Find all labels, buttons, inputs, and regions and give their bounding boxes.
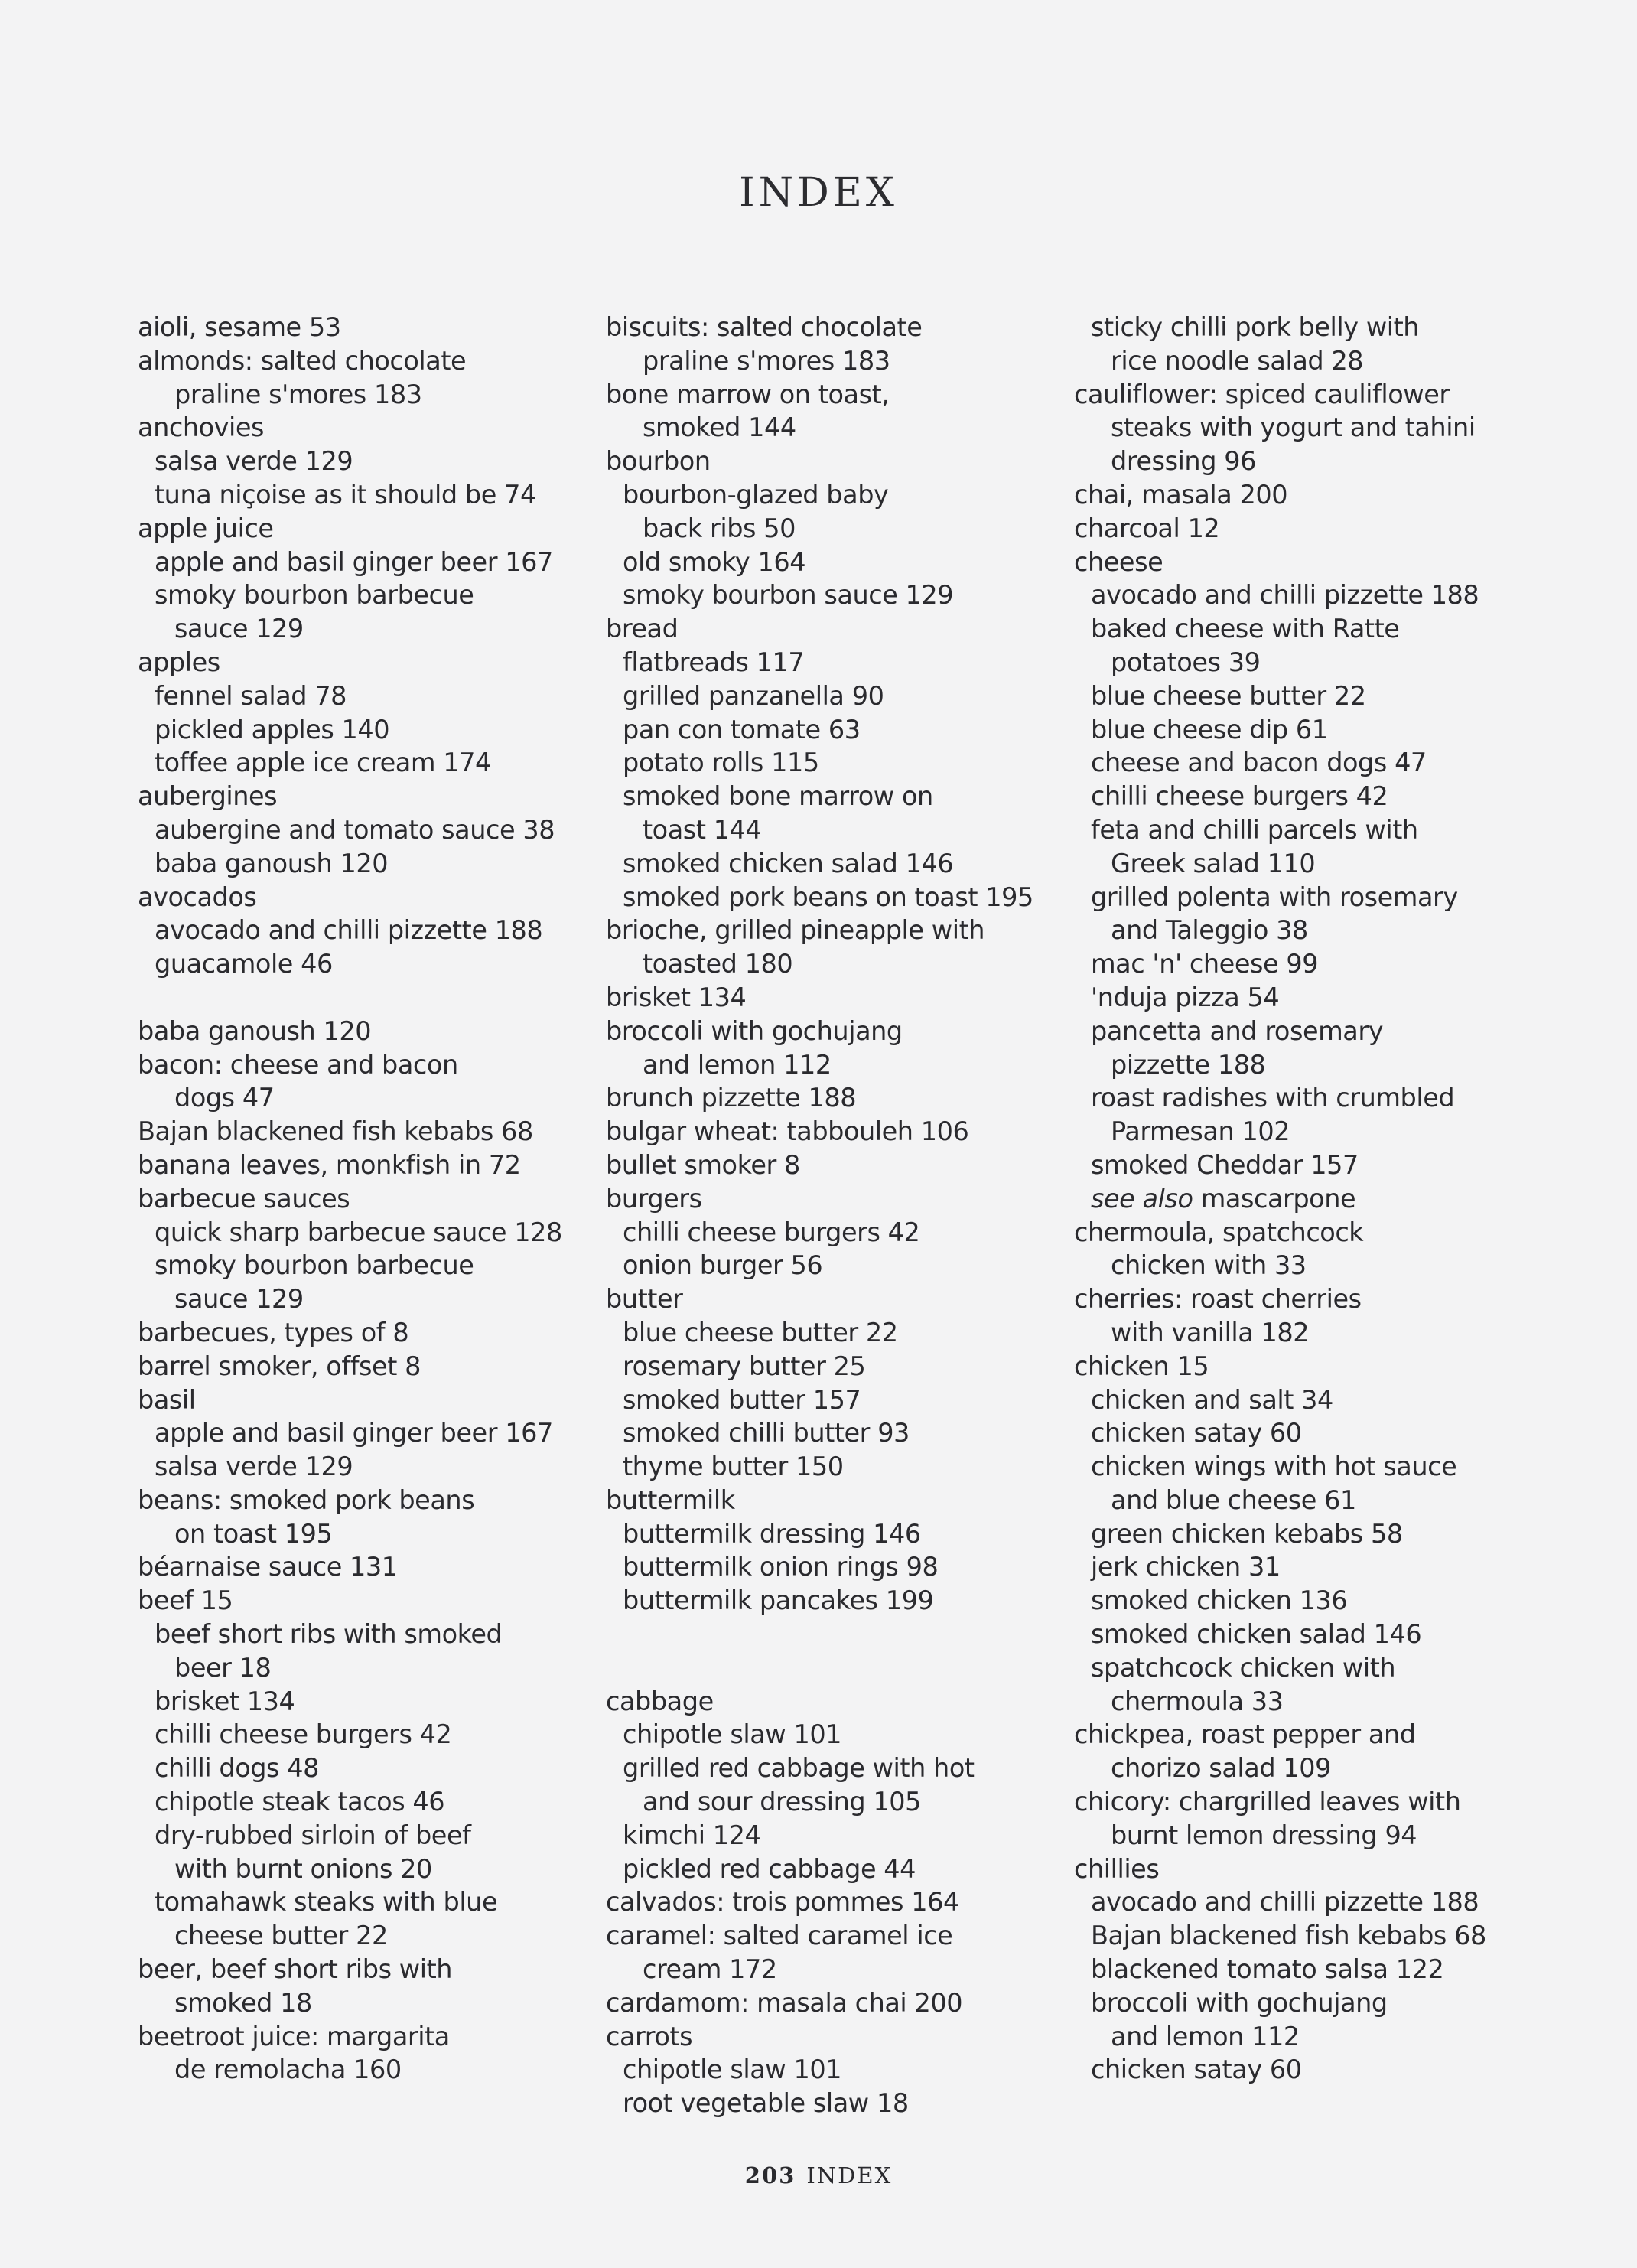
index-entry: apples: [138, 647, 220, 677]
index-subentry: smoked bone marrow on: [623, 781, 933, 812]
index-subentry: and sour dressing 105: [643, 1787, 922, 1817]
index-subentry: praline s'mores 183: [643, 345, 890, 376]
index-entry: béarnaise sauce 131: [138, 1552, 398, 1582]
index-spacer: [606, 1651, 1050, 1685]
index-entry: beetroot juice: margarita: [138, 2021, 450, 2051]
index-subentry: toast 144: [643, 814, 762, 845]
index-subentry: and lemon 112: [643, 1049, 832, 1080]
index-subentry: smoky bourbon sauce 129: [623, 580, 954, 611]
index-subentry: dogs 47: [174, 1083, 275, 1113]
index-entry: chicory: chargrilled leaves with: [1074, 1787, 1461, 1817]
index-subentry: and blue cheese 61: [1111, 1484, 1356, 1515]
index-subentry: Bajan blackened fish kebabs 68: [1091, 1921, 1486, 1951]
index-subentry: on toast 195: [174, 1518, 333, 1549]
index-subentry: pickled red cabbage 44: [623, 1853, 916, 1884]
index-subentry: chorizo salad 109: [1111, 1753, 1331, 1784]
index-subentry: grilled polenta with rosemary: [1091, 881, 1458, 912]
index-subentry: green chicken kebabs 58: [1091, 1518, 1403, 1549]
index-subentry: dry-rubbed sirloin of beef: [155, 1820, 471, 1850]
index-entry: beer, beef short ribs with: [138, 1954, 453, 1985]
index-subentry: smoked chicken salad 146: [1091, 1619, 1422, 1650]
index-subentry: chicken and salt 34: [1091, 1384, 1333, 1415]
index-subentry: and Taleggio 38: [1111, 915, 1308, 946]
index-subentry: baba ganoush 120: [155, 848, 389, 878]
page-footer: [0, 2162, 1637, 2188]
index-entry: caramel: salted caramel ice: [606, 1921, 953, 1951]
index-entry: charcoal 12: [1074, 513, 1220, 543]
index-subentry: roast radishes with crumbled: [1091, 1083, 1455, 1113]
index-column-2: [606, 311, 1050, 2120]
index-subentry: chipotle slaw 101: [623, 1719, 842, 1750]
index-subentry: chicken wings with hot sauce: [1091, 1452, 1457, 1482]
index-subentry: chipotle steak tacos 46: [155, 1787, 445, 1817]
index-subentry: thyme butter 150: [623, 1452, 844, 1482]
index-entry: chickpea, roast pepper and: [1074, 1719, 1416, 1750]
index-subentry: with burnt onions 20: [174, 1853, 432, 1884]
index-entry: beef 15: [138, 1585, 233, 1616]
index-subentry: blue cheese butter 22: [1091, 680, 1366, 711]
index-entry: brioche, grilled pineapple with: [606, 915, 985, 946]
index-entry: bulgar wheat: tabbouleh 106: [606, 1116, 969, 1147]
index-subentry: smoked Cheddar 157: [1091, 1149, 1359, 1180]
index-subentry: cheese butter 22: [174, 1921, 388, 1951]
index-entry: bacon: cheese and bacon: [138, 1049, 458, 1080]
index-entry: bone marrow on toast,: [606, 379, 890, 409]
index-subentry: smoked 144: [643, 412, 796, 443]
index-subentry: back ribs 50: [643, 513, 796, 543]
index-subentry: avocado and chilli pizzette 188: [155, 915, 543, 946]
index-subentry: Parmesan 102: [1111, 1116, 1290, 1147]
index-subentry: burnt lemon dressing 94: [1111, 1820, 1417, 1850]
index-subentry: beef short ribs with smoked: [155, 1619, 503, 1650]
index-subentry: baked cheese with Ratte: [1091, 614, 1400, 644]
index-entry: brunch pizzette 188: [606, 1083, 857, 1113]
index-entry: basil: [138, 1384, 196, 1415]
index-entry: cauliflower: spiced cauliflower: [1074, 379, 1450, 409]
index-entry: cheese: [1074, 546, 1163, 577]
index-subentry: root vegetable slaw 18: [623, 2088, 909, 2119]
index-entry: cardamom: masala chai 200: [606, 1987, 963, 2018]
index-entry: avocados: [138, 881, 257, 912]
footer-label: INDEX: [806, 2162, 893, 2188]
index-subentry: praline s'mores 183: [174, 379, 422, 409]
index-subentry: rosemary butter 25: [623, 1351, 866, 1381]
index-subentry: Greek salad 110: [1111, 848, 1316, 878]
index-subentry: buttermilk dressing 146: [623, 1518, 921, 1549]
index-subentry: apple and basil ginger beer 167: [155, 546, 553, 577]
index-entry: chillies: [1074, 1853, 1160, 1884]
page-number: 203: [744, 2162, 796, 2188]
index-subentry: pancetta and rosemary: [1091, 1015, 1384, 1046]
index-subentry: smoky bourbon barbecue: [155, 1250, 474, 1281]
index-subentry: apple and basil ginger beer 167: [155, 1418, 553, 1448]
see-also-label: see also: [1091, 1183, 1193, 1214]
index-subentry: avocado and chilli pizzette 188: [1091, 580, 1479, 611]
index-subentry: pickled apples 140: [155, 714, 390, 745]
index-entry: butter: [606, 1284, 683, 1315]
index-entry: chai, masala 200: [1074, 479, 1288, 510]
index-subentry: chilli dogs 48: [155, 1753, 319, 1784]
index-entry: aioli, sesame 53: [138, 312, 341, 342]
index-subentry: toasted 180: [643, 949, 793, 979]
index-subentry: chicken satay 60: [1091, 1418, 1302, 1448]
index-subentry: 'nduja pizza 54: [1091, 982, 1280, 1012]
index-subentry: smoked chicken salad 146: [623, 848, 954, 878]
index-subentry: blue cheese butter 22: [623, 1317, 898, 1347]
index-subentry: bourbon-glazed baby: [623, 479, 889, 510]
index-entry: beans: smoked pork beans: [138, 1484, 475, 1515]
index-subentry: smoked butter 157: [623, 1384, 861, 1415]
index-subentry: de remolacha 160: [174, 2055, 402, 2085]
index-entry: chermoula, spatchcock: [1074, 1217, 1364, 1247]
index-entry: bread: [606, 614, 679, 644]
index-subentry: cheese and bacon dogs 47: [1091, 748, 1427, 778]
index-subentry: smoked chilli butter 93: [623, 1418, 910, 1448]
index-subentry: tuna niçoise as it should be 74: [155, 479, 536, 510]
index-entry: chicken 15: [1074, 1351, 1209, 1381]
index-spacer: [138, 981, 581, 1015]
index-entry: cabbage: [606, 1686, 714, 1716]
index-subentry: chicken satay 60: [1091, 2055, 1302, 2085]
index-subentry: brisket 134: [155, 1686, 295, 1716]
index-entry: aubergines: [138, 781, 278, 812]
index-column-3: [1074, 311, 1518, 2087]
index-subentry: grilled red cabbage with hot: [623, 1753, 975, 1784]
index-entry: bourbon: [606, 446, 711, 477]
index-subentry: smoked 18: [174, 1987, 312, 2018]
index-subentry: spatchcock chicken with: [1091, 1652, 1396, 1683]
index-column-1: [138, 311, 581, 2087]
index-subentry: rice noodle salad 28: [1111, 345, 1364, 376]
index-subentry: guacamole 46: [155, 949, 333, 979]
index-entry: burgers: [606, 1183, 702, 1214]
index-subentry: blackened tomato salsa 122: [1091, 1954, 1444, 1985]
index-subentry: dressing 96: [1111, 446, 1256, 477]
index-spacer: [606, 1618, 1050, 1651]
index-subentry: chicken with 33: [1111, 1250, 1307, 1281]
index-subentry: salsa verde 129: [155, 446, 353, 477]
index-columns: [138, 311, 1553, 2119]
index-subentry: potato rolls 115: [623, 748, 819, 778]
index-entry: carrots: [606, 2021, 693, 2051]
index-subentry: pan con tomate 63: [623, 714, 861, 745]
index-subentry: old smoky 164: [623, 546, 806, 577]
index-entry: cherries: roast cherries: [1074, 1284, 1362, 1315]
index-subentry: avocado and chilli pizzette 188: [1091, 1887, 1479, 1918]
index-subentry: salsa verde 129: [155, 1452, 353, 1482]
index-subentry: kimchi 124: [623, 1820, 761, 1850]
index-subentry: smoked pork beans on toast 195: [623, 881, 1033, 912]
index-subentry: cream 172: [643, 1954, 777, 1985]
index-subentry: sticky chilli pork belly with: [1091, 312, 1420, 342]
index-subentry: blue cheese dip 61: [1091, 714, 1328, 745]
index-entry: Bajan blackened fish kebabs 68: [138, 1116, 533, 1147]
index-subentry: chipotle slaw 101: [623, 2055, 842, 2085]
index-subentry: [1074, 1182, 1518, 1216]
index-subentry: jerk chicken 31: [1091, 1552, 1281, 1582]
index-entry: barrel smoker, offset 8: [138, 1351, 421, 1381]
index-entry: baba ganoush 120: [138, 1015, 372, 1046]
index-subentry: with vanilla 182: [1111, 1317, 1310, 1347]
index-entry: biscuits: salted chocolate: [606, 312, 923, 342]
index-entry: calvados: trois pommes 164: [606, 1887, 959, 1918]
index-subentry: and lemon 112: [1111, 2021, 1300, 2051]
index-subentry: pizzette 188: [1111, 1049, 1266, 1080]
index-subentry: buttermilk onion rings 98: [623, 1552, 939, 1582]
see-also-target: mascarpone: [1193, 1183, 1356, 1214]
index-subentry: sauce 129: [174, 614, 304, 644]
index-subentry: sauce 129: [174, 1284, 304, 1315]
index-subentry: quick sharp barbecue sauce 128: [155, 1217, 562, 1247]
index-entry: brisket 134: [606, 982, 747, 1012]
index-subentry: beer 18: [174, 1652, 272, 1683]
index-subentry: steaks with yogurt and tahini: [1111, 412, 1476, 443]
index-subentry: smoky bourbon barbecue: [155, 580, 474, 611]
index-subentry: aubergine and tomato sauce 38: [155, 814, 555, 845]
index-subentry: feta and chilli parcels with: [1091, 814, 1418, 845]
index-entry: almonds: salted chocolate: [138, 345, 467, 376]
index-entry: buttermilk: [606, 1484, 735, 1515]
index-entry: barbecues, types of 8: [138, 1317, 409, 1347]
index-subentry: chilli cheese burgers 42: [155, 1719, 452, 1750]
index-subentry: mac 'n' cheese 99: [1091, 949, 1319, 979]
index-subentry: broccoli with gochujang: [1091, 1987, 1388, 2018]
index-subentry: smoked chicken 136: [1091, 1585, 1348, 1616]
index-entry: barbecue sauces: [138, 1183, 350, 1214]
index-entry: banana leaves, monkfish in 72: [138, 1149, 521, 1180]
page-title: INDEX: [739, 170, 898, 216]
index-subentry: buttermilk pancakes 199: [623, 1585, 934, 1616]
index-entry: broccoli with gochujang: [606, 1015, 903, 1046]
index-subentry: chilli cheese burgers 42: [1091, 781, 1388, 812]
index-subentry: fennel salad 78: [155, 680, 347, 711]
index-subentry: flatbreads 117: [623, 647, 805, 677]
index-entry: bullet smoker 8: [606, 1149, 800, 1180]
index-subentry: chilli cheese burgers 42: [623, 1217, 920, 1247]
index-subentry: toffee apple ice cream 174: [155, 748, 491, 778]
index-subentry: chermoula 33: [1111, 1686, 1284, 1716]
index-subentry: grilled panzanella 90: [623, 680, 884, 711]
index-entry: apple juice: [138, 513, 274, 543]
index-subentry: potatoes 39: [1111, 647, 1261, 677]
index-entry: anchovies: [138, 412, 265, 443]
index-subentry: tomahawk steaks with blue: [155, 1887, 498, 1918]
index-subentry: onion burger 56: [623, 1250, 823, 1281]
